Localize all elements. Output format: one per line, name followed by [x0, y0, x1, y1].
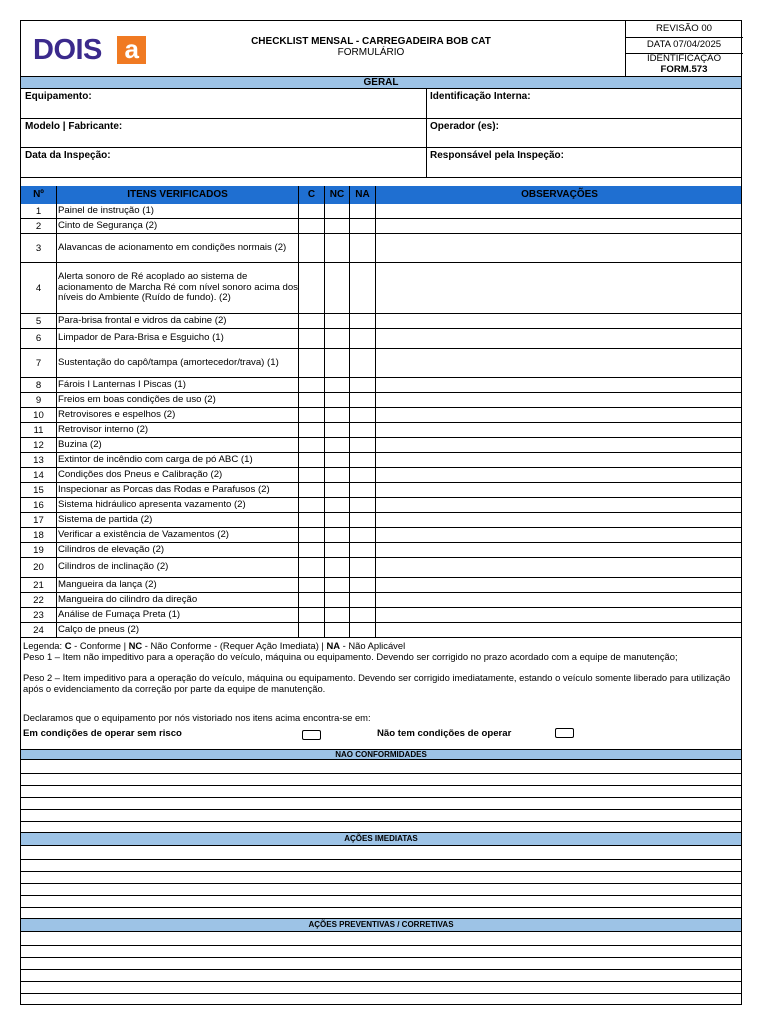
row-c-cell[interactable]: [299, 513, 325, 527]
row-na-cell[interactable]: [350, 219, 376, 233]
row-nc-cell[interactable]: [325, 498, 350, 512]
row-na-cell[interactable]: [350, 513, 376, 527]
row-number: 15: [21, 483, 57, 497]
section-non-conformities: NAO CONFORMIDADES: [21, 749, 741, 760]
row-number: 12: [21, 438, 57, 452]
row-item-text: Cilindros de elevação (2): [58, 543, 165, 555]
row-nc-cell[interactable]: [325, 468, 350, 482]
row-na-cell[interactable]: [350, 558, 376, 577]
option-not-ok-label: Não tem condições de operar: [377, 728, 512, 739]
row-na-cell[interactable]: [350, 423, 376, 437]
identification-label: IDENTIFICAÇÃO: [646, 53, 722, 64]
row-na-cell[interactable]: [350, 528, 376, 542]
row-item: [57, 528, 299, 542]
row-nc-cell[interactable]: [325, 528, 350, 542]
option-ok-label: Em condições de operar sem risco: [23, 728, 182, 739]
row-item: [57, 623, 299, 637]
row-nc-cell[interactable]: [325, 593, 350, 607]
row-observation-cell[interactable]: [376, 513, 743, 527]
table-row: [21, 483, 741, 498]
row-na-cell[interactable]: [350, 593, 376, 607]
row-observation-cell[interactable]: [376, 528, 743, 542]
row-nc-cell[interactable]: [325, 234, 350, 262]
table-row: [21, 453, 741, 468]
row-observation-cell[interactable]: [376, 204, 743, 218]
row-number: 24: [21, 623, 57, 637]
row-item: [57, 393, 299, 407]
inspection-date-field[interactable]: Data da Inspeção:: [25, 150, 111, 161]
row-c-cell[interactable]: [299, 623, 325, 637]
row-nc-cell[interactable]: [325, 393, 350, 407]
table-row: [21, 558, 741, 578]
row-item-text: Sustentação do capô/tampa (amortecedor/trava) (1): [58, 356, 279, 368]
row-c-cell[interactable]: [299, 314, 325, 328]
row-c-cell[interactable]: [299, 263, 325, 313]
row-na-cell[interactable]: [350, 349, 376, 377]
logo: [33, 34, 143, 66]
row-item-text: Sistema hidráulico apresenta vazamento (2): [58, 498, 246, 510]
row-observation-cell[interactable]: [376, 219, 743, 233]
table-row: [21, 623, 741, 638]
row-observation-cell[interactable]: [376, 378, 743, 392]
row-item-text: Análise de Fumaça Preta (1): [58, 608, 181, 620]
row-item-text: Verificar a existência de Vazamentos (2): [58, 528, 229, 540]
row-item-text: Alavancas de acionamento em condições normais (2): [58, 241, 287, 253]
header-obs: OBSERVAÇÕES: [521, 189, 598, 200]
row-c-cell[interactable]: [299, 423, 325, 437]
row-number: 8: [21, 378, 57, 392]
table-row: [21, 329, 741, 349]
row-number: 11: [21, 423, 57, 437]
row-nc-cell[interactable]: [325, 623, 350, 637]
row-na-cell[interactable]: [350, 453, 376, 467]
row-item-text: Inspecionar as Porcas das Rodas e Parafusos (2): [58, 483, 270, 495]
table-row: [21, 393, 741, 408]
row-nc-cell[interactable]: [325, 453, 350, 467]
row-item-text: Calço de pneus (2): [58, 623, 140, 635]
row-c-cell[interactable]: [299, 593, 325, 607]
table-row: [21, 234, 741, 263]
row-na-cell[interactable]: [350, 329, 376, 348]
model-field[interactable]: Modelo | Fabricante:: [25, 121, 123, 132]
row-nc-cell[interactable]: [325, 349, 350, 377]
legend-nc-code: NC: [128, 640, 143, 651]
row-number: 5: [21, 314, 57, 328]
row-nc-cell[interactable]: [325, 558, 350, 577]
row-observation-cell[interactable]: [376, 608, 743, 622]
form-subtitle: FORMULÁRIO: [337, 47, 405, 58]
row-c-cell[interactable]: [299, 468, 325, 482]
row-number: 6: [21, 329, 57, 348]
row-item: [57, 593, 299, 607]
row-na-cell[interactable]: [350, 483, 376, 497]
row-item: [57, 578, 299, 592]
logo-mark-a: a: [117, 36, 146, 64]
row-number: 22: [21, 593, 57, 607]
legend-na-code: NA: [326, 640, 341, 651]
row-observation-cell[interactable]: [376, 234, 743, 262]
row-observation-cell[interactable]: [376, 453, 743, 467]
row-item: [57, 314, 299, 328]
row-item: [57, 378, 299, 392]
row-na-cell[interactable]: [350, 498, 376, 512]
row-observation-cell[interactable]: [376, 623, 743, 637]
row-number: 7: [21, 349, 57, 377]
row-nc-cell[interactable]: [325, 263, 350, 313]
row-nc-cell[interactable]: [325, 543, 350, 557]
row-item: [57, 219, 299, 233]
row-c-cell[interactable]: [299, 234, 325, 262]
row-observation-cell[interactable]: [376, 314, 743, 328]
legend-c-text: - Conforme |: [71, 640, 129, 651]
row-item: [57, 453, 299, 467]
responsible-field[interactable]: Responsável pela Inspeção:: [430, 150, 564, 161]
row-item: [57, 483, 299, 497]
row-observation-cell[interactable]: [376, 558, 743, 577]
row-number: 14: [21, 468, 57, 482]
row-number: 16: [21, 498, 57, 512]
row-item-text: Painel de instrução (1): [58, 204, 154, 216]
row-na-cell[interactable]: [350, 623, 376, 637]
row-na-cell[interactable]: [350, 314, 376, 328]
row-nc-cell[interactable]: [325, 423, 350, 437]
row-item-text: Mangueira da lança (2): [58, 578, 157, 590]
row-c-cell[interactable]: [299, 558, 325, 577]
form-title: CHECKLIST MENSAL - CARREGADEIRA BOB CAT: [251, 36, 491, 47]
row-item: [57, 513, 299, 527]
table-row: [21, 263, 741, 314]
row-na-cell[interactable]: [350, 468, 376, 482]
table-row: [21, 314, 741, 329]
row-observation-cell[interactable]: [376, 423, 743, 437]
row-item-text: Buzina (2): [58, 438, 102, 450]
row-item-text: Para-brisa frontal e vidros da cabine (2): [58, 314, 227, 326]
row-c-cell[interactable]: [299, 219, 325, 233]
row-item-text: Freios em boas condições de uso (2): [58, 393, 216, 405]
row-observation-cell[interactable]: [376, 329, 743, 348]
table-header: [21, 186, 741, 204]
row-observation-cell[interactable]: [376, 408, 743, 422]
row-item-text: Fárois I Lanternas I Piscas (1): [58, 378, 186, 390]
row-item-text: Retrovisores e espelhos (2): [58, 408, 176, 420]
row-nc-cell[interactable]: [325, 408, 350, 422]
table-row: [21, 593, 741, 608]
row-number: 2: [21, 219, 57, 233]
header-items: ITENS VERIFICADOS: [57, 186, 299, 204]
internal-id-field[interactable]: Identificação Interna:: [430, 91, 531, 102]
row-observation-cell[interactable]: [376, 543, 743, 557]
legend-c-code: C: [64, 640, 72, 651]
row-item: [57, 543, 299, 557]
section-general: GERAL: [21, 76, 741, 89]
revision-label: REVISÃO 00: [656, 23, 712, 34]
declaration-text: Declaramos que o equipamento por nós vistoriado nos itens acima encontra-se em:: [23, 712, 371, 723]
row-c-cell[interactable]: [299, 498, 325, 512]
row-item-text: Sistema de partida (2): [58, 513, 153, 525]
row-nc-cell[interactable]: [325, 329, 350, 348]
row-item: [57, 423, 299, 437]
date-label: DATA 07/04/2025: [646, 39, 722, 50]
row-c-cell[interactable]: [299, 408, 325, 422]
header-na: NA: [350, 186, 376, 204]
table-row: [21, 528, 741, 543]
row-observation-cell[interactable]: [376, 393, 743, 407]
legend-na-text: - Não Aplicável: [340, 640, 406, 651]
row-c-cell[interactable]: [299, 483, 325, 497]
row-item-text: Mangueira do cilindro da direção: [58, 593, 198, 605]
row-item: [57, 608, 299, 622]
row-c-cell[interactable]: [299, 438, 325, 452]
table-row: [21, 513, 741, 528]
table-row: [21, 543, 741, 558]
row-c-cell[interactable]: [299, 349, 325, 377]
row-number: 23: [21, 608, 57, 622]
section-immediate-actions: AÇÕES IMEDIATAS: [21, 832, 741, 846]
row-number: 3: [21, 234, 57, 262]
row-item: [57, 438, 299, 452]
row-observation-cell[interactable]: [376, 468, 743, 482]
row-nc-cell[interactable]: [325, 608, 350, 622]
row-nc-cell[interactable]: [325, 204, 350, 218]
row-number: 18: [21, 528, 57, 542]
row-nc-cell[interactable]: [325, 578, 350, 592]
table-row: [21, 498, 741, 513]
row-na-cell[interactable]: [350, 608, 376, 622]
row-c-cell[interactable]: [299, 204, 325, 218]
option-ok-checkbox[interactable]: [302, 730, 321, 740]
section-preventive-actions: AÇÕES PREVENTIVAS / CORRETIVAS: [21, 918, 741, 932]
operator-field[interactable]: Operador (es):: [430, 121, 499, 132]
row-item: [57, 349, 299, 377]
row-c-cell[interactable]: [299, 453, 325, 467]
legend: [23, 641, 739, 652]
table-row: [21, 408, 741, 423]
row-number: 20: [21, 558, 57, 577]
row-observation-cell[interactable]: [376, 263, 743, 313]
row-nc-cell[interactable]: [325, 378, 350, 392]
table-row: [21, 468, 741, 483]
row-na-cell[interactable]: [350, 378, 376, 392]
row-observation-cell[interactable]: [376, 498, 743, 512]
row-item-text: Cilindros de inclinação (2): [58, 561, 169, 573]
row-item: [57, 329, 299, 348]
header-num: Nº: [21, 186, 57, 204]
row-item: [57, 558, 299, 577]
table-row: [21, 423, 741, 438]
row-c-cell[interactable]: [299, 528, 325, 542]
row-observation-cell[interactable]: [376, 593, 743, 607]
row-item: [57, 234, 299, 262]
row-na-cell[interactable]: [350, 578, 376, 592]
table-row: [21, 378, 741, 393]
row-number: 1: [21, 204, 57, 218]
table-row: [21, 219, 741, 234]
row-na-cell[interactable]: [350, 543, 376, 557]
table-row: [21, 578, 741, 593]
row-observation-cell[interactable]: [376, 438, 743, 452]
legend-nc-text: - Não Conforme - (Requer Ação Imediata) |: [142, 640, 327, 651]
row-number: 19: [21, 543, 57, 557]
table-row: [21, 608, 741, 623]
row-number: 13: [21, 453, 57, 467]
row-item-text: Extintor de incêndio com carga de pó ABC (1): [58, 453, 253, 465]
logo-mark-doiss: DOIS: [33, 34, 102, 66]
row-observation-cell[interactable]: [376, 578, 743, 592]
header-nc: NC: [325, 186, 350, 204]
row-c-cell[interactable]: [299, 608, 325, 622]
row-c-cell[interactable]: [299, 578, 325, 592]
row-nc-cell[interactable]: [325, 219, 350, 233]
checklist-form: [20, 20, 742, 1005]
legend-prefix: Legenda:: [23, 640, 65, 651]
row-na-cell[interactable]: [350, 234, 376, 262]
table-row: [21, 349, 741, 378]
row-number: 4: [21, 263, 57, 313]
row-na-cell[interactable]: [350, 393, 376, 407]
row-na-cell[interactable]: [350, 408, 376, 422]
table-row: [21, 204, 741, 219]
header-c: C: [299, 186, 325, 204]
row-number: 17: [21, 513, 57, 527]
row-item-text: Condições dos Pneus e Calibração (2): [58, 468, 223, 480]
row-c-cell[interactable]: [299, 393, 325, 407]
row-nc-cell[interactable]: [325, 513, 350, 527]
table-row: [21, 438, 741, 453]
row-nc-cell[interactable]: [325, 438, 350, 452]
row-c-cell[interactable]: [299, 329, 325, 348]
row-na-cell[interactable]: [350, 204, 376, 218]
row-number: 21: [21, 578, 57, 592]
legend-weight-2: Peso 2 – Item impeditivo para a operação do veículo, máquina ou equipamento. Devendo ser corrigido imediatamente, estando o veículo somente liberado para utilização após o evidenciamento da correção por parte da equipe de manutenção.: [23, 672, 731, 694]
row-item: [57, 204, 299, 218]
row-observation-cell[interactable]: [376, 349, 743, 377]
row-number: 9: [21, 393, 57, 407]
option-not-ok-checkbox[interactable]: [555, 728, 574, 738]
row-item-text: Alerta sonoro de Ré acoplado ao sistema de acionamento de Marcha Ré com nível sonoro acima dos níveis do Ambiente (Ruído de fundo). (2): [58, 271, 298, 304]
row-item-text: Retrovisor interno (2): [58, 423, 149, 435]
row-item: [57, 263, 299, 313]
row-na-cell[interactable]: [350, 438, 376, 452]
row-nc-cell[interactable]: [325, 314, 350, 328]
row-number: 10: [21, 408, 57, 422]
row-nc-cell[interactable]: [325, 483, 350, 497]
form-code: FORM.573: [660, 64, 708, 75]
legend-weight-1: Peso 1 – Item não impeditivo para a operação do veículo, máquina ou equipamento. Devendo ser corrigido no prazo acordado com a equipe de manutenção;: [23, 651, 678, 662]
row-observation-cell[interactable]: [376, 483, 743, 497]
row-c-cell[interactable]: [299, 378, 325, 392]
row-c-cell[interactable]: [299, 543, 325, 557]
row-item: [57, 498, 299, 512]
row-item-text: Limpador de Para-Brisa e Esguicho (1): [58, 332, 224, 344]
row-item: [57, 408, 299, 422]
row-na-cell[interactable]: [350, 263, 376, 313]
equipment-field[interactable]: Equipamento:: [25, 91, 92, 102]
row-item: [57, 468, 299, 482]
row-item-text: Cinto de Segurança (2): [58, 219, 158, 231]
